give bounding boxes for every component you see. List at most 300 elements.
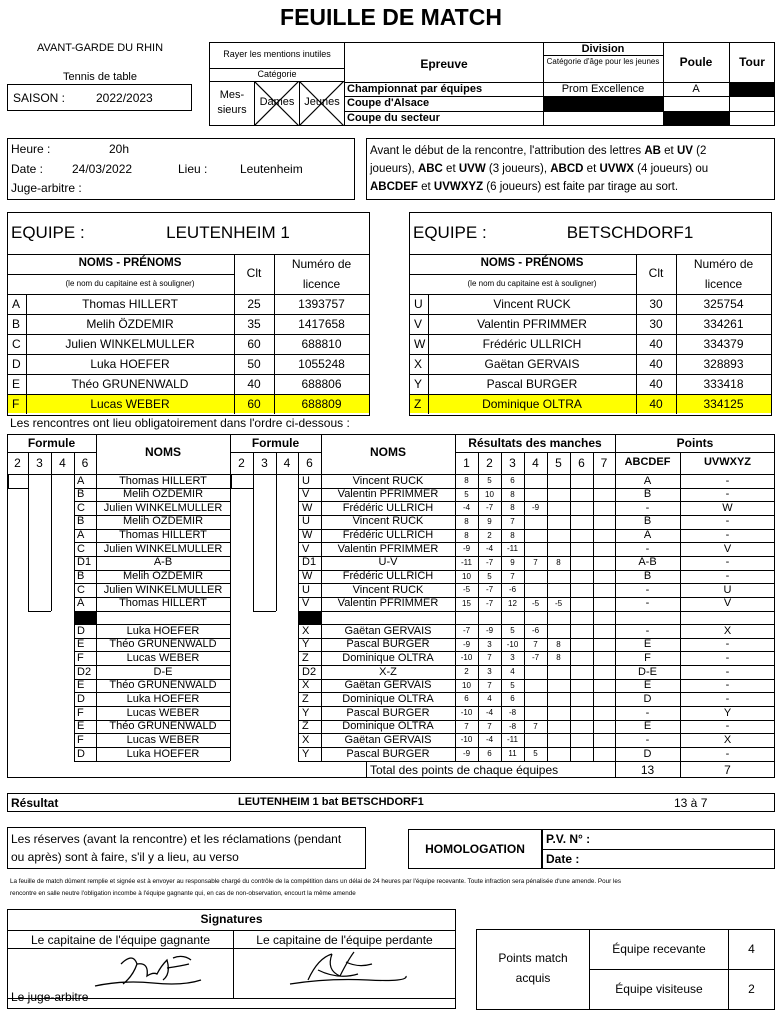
set-score: 7 [510,516,515,526]
divider [366,761,367,778]
juge-arbitre-label: Le juge-arbitre [11,990,89,1004]
noms-header-away: NOMS [370,445,406,459]
player-clt: 60 [247,397,261,411]
match-player-home: Thomas HILLERT [119,474,207,487]
signatures-header: Signatures [200,912,263,926]
points-away: - [725,515,730,528]
set-score: -9 [462,544,471,554]
abcdef-header: ABCDEF [624,456,671,468]
points-home: A [643,529,652,542]
divider [51,474,52,611]
homologation-label: HOMOLOGATION [425,842,525,856]
formule-col-away: 2 [238,456,245,470]
formule-header-home: Formule [27,436,76,450]
set-score: 8 [464,476,469,485]
divider [615,434,616,474]
points-home: - [645,501,650,514]
set-score: 5 [510,680,515,690]
divider [547,452,548,474]
divider [8,274,234,275]
set-score: 12 [508,598,517,608]
epreuve-header: Epreuve [420,57,468,71]
set-score: 3 [510,653,515,663]
equipe-recevante-label: Équipe recevante [612,942,706,956]
points-away: - [725,529,730,542]
divider [276,474,277,611]
epreuve-coupe-alsace: Coupe d'Alsace [347,97,430,109]
pts-visiteuse: 2 [748,982,755,996]
tirage-line [370,178,708,196]
match-player-home: Lucas WEBER [126,733,200,746]
set-score: 7 [487,680,492,690]
set-score: 5 [510,626,515,636]
tirage-letters: UVWX [599,163,634,175]
match-player-away: Valentin PFRIMMER [337,542,439,555]
player-clt: 50 [247,357,261,371]
player-licence: 1417658 [298,317,345,331]
capitaine-note: (le nom du capitaine est à souligner) [65,279,195,288]
match-letter-home: D2 [77,665,92,678]
player-row [8,394,369,414]
match-player-away: Vincent RUCK [352,583,424,596]
match-letter-away: W [302,570,313,583]
divider [547,474,548,761]
player-name: Dominique OLTRA [482,397,582,411]
divider [230,488,253,489]
player-licence: 1393757 [298,297,345,311]
match-letter-away: Y [302,638,310,651]
player-row [410,374,771,394]
tirage-letters: UVWXYZ [433,181,484,193]
points-away: - [725,638,730,651]
club-name: AVANT-GARDE DU RHIN [36,42,164,54]
tirage-text-part: Avant le début de la rencontre, l'attribution des lettres [370,145,645,157]
set-score: 6 [510,694,515,704]
divider [676,254,677,414]
manche-col: 2 [486,456,493,470]
tirage-letters: ABC [417,163,443,175]
match-letter-home: A [77,597,85,610]
set-score: -4 [485,708,494,718]
match-letter-home: C [77,583,85,596]
divider [410,254,771,255]
set-score: 7 [533,639,538,649]
total-away: 7 [724,762,731,777]
set-score: -4 [485,544,494,554]
set-score: -4 [485,735,494,745]
divider [593,474,594,761]
match-player-away: Vincent RUCK [352,515,424,528]
match-letter-away: W [302,501,313,514]
set-score: -4 [462,503,471,513]
set-score: 7 [533,557,538,567]
set-score: -7 [485,585,494,595]
divider [501,452,502,474]
match-letter-away: U [302,474,310,487]
match-letter-home: D [77,692,85,705]
match-player-away: Vincent RUCK [352,474,424,487]
tirage-letters: AB [644,145,661,157]
divider [593,452,594,474]
formule-col-away: 3 [261,456,268,470]
resultat-text: LEUTENHEIM 1 bat BETSCHDORF1 [238,796,424,808]
player-row [410,354,771,374]
points-away: - [725,474,730,487]
match-letter-home: A [77,474,85,487]
team-home-box [7,212,370,416]
equipe-label: EQUIPE : [413,223,487,242]
match-letter-away: X [302,733,310,746]
points-home: F [644,651,651,664]
points-away: - [725,665,730,678]
player-licence: 334379 [703,337,744,351]
points-away: - [725,720,730,733]
set-score: 4 [487,694,492,704]
formule-col-home: 4 [59,456,66,470]
resultats-header: Résultats des manches [468,436,602,450]
match-letter-home: D [77,624,85,637]
formule-col-away: 6 [306,456,313,470]
points-home: - [645,733,650,746]
player-licence: 328893 [703,357,744,371]
match-player-home: Melih ÖZDEMIR [122,515,204,528]
points-home: - [645,706,650,719]
divider [96,434,97,474]
points-away: - [725,692,730,705]
set-score: 7 [487,721,492,731]
set-score: -5 [554,598,563,608]
team-name: LEUTENHEIM 1 [166,223,290,242]
tirage-letters: UVW [458,163,486,175]
categorie-label: Catégorie [257,69,297,79]
points-home: A [643,474,652,487]
divider [410,274,636,275]
match-player-home: Thomas HILLERT [119,597,207,610]
small-print-2: rencontre en salle neutre l'obligation incombe à l'équipe gagnante qui, en cas de non-observation, encourt la même amende [10,890,356,897]
match-letter-home: A [77,529,85,542]
points-away: V [723,597,732,610]
match-player-home: Luka HOEFER [126,692,200,705]
player-clt: 25 [247,297,261,311]
player-row [410,394,771,414]
player-name: Valentin PFRIMMER [477,317,587,331]
tirage-letters: ABCD [550,163,584,175]
match-letter-away: X [302,679,310,692]
blank-cell-home [75,612,96,625]
tirage-text-part: et [660,145,677,157]
ordre-note: Les rencontres ont lieu obligatoirement dans l'ordre ci-dessous : [10,416,350,430]
total-home: 13 [640,762,655,777]
divider [7,488,28,489]
saison-value: 2022/2023 [96,91,153,105]
player-licence: 688809 [301,397,342,411]
formule-col-away: 4 [283,456,291,470]
match-letter-away: U [302,515,310,528]
formule-col-home: 6 [81,456,89,470]
match-player-away: Frédéric ULLRICH [342,570,434,583]
divider [478,452,479,474]
player-name: Vincent RUCK [493,297,571,311]
homologation-box [408,829,542,869]
epreuve-coupe-secteur: Coupe du secteur [347,112,440,124]
points-home: D [643,747,652,760]
match-player-home: Julien WINKELMULLER [103,583,223,596]
formule-col-home: 3 [36,456,43,470]
poule-header: Poule [679,55,713,69]
match-player-away: U-V [378,556,398,569]
heure-label: Heure : [11,142,51,156]
set-score: 6 [487,749,492,758]
info-box [7,138,355,200]
player-name: Melih ÖZDEMIR [86,317,174,331]
cap-gagnante-label: Le capitaine de l'équipe gagnante [30,933,211,947]
set-score: 6 [464,694,469,704]
match-player-home: Lucas WEBER [126,651,200,664]
resultat-box [7,793,775,812]
match-letter-away: Z [302,692,309,705]
match-player-home: Théo GRUNENWALD [109,638,217,651]
points-match-label-1: Points match [498,951,568,965]
divider [231,474,232,488]
match-player-away: Frédéric ULLRICH [342,529,434,542]
manche-col: 4 [532,456,539,470]
divider [8,474,9,488]
set-score: -6 [531,626,540,636]
divider [28,611,51,612]
set-score: 7 [533,721,538,731]
match-letter-home: C [77,542,85,555]
match-letter-home: E [77,638,85,651]
match-letter-home: D [77,747,85,760]
equipe-label: EQUIPE : [11,223,85,242]
match-player-home: Julien WINKELMULLER [103,542,223,555]
points-away: - [725,651,730,664]
divider [74,452,75,474]
player-clt: 30 [649,297,663,311]
clt-header: Clt [246,266,262,280]
noms-header-home: NOMS [145,445,181,459]
player-row [410,334,771,354]
divider [615,452,775,453]
player-letter: W [414,337,426,351]
sport-name: Tennis de table [63,71,137,83]
points-away: U [723,583,732,596]
match-letter-home: F [77,706,84,719]
player-licence: 1055248 [298,357,345,371]
cat-messieurs[interactable]: Mes- sieurs [217,89,247,116]
points-match-box [476,929,775,1010]
player-name: Théo GRUNENWALD [71,377,189,391]
divider [570,452,571,474]
division-header: Division [581,43,625,55]
player-licence: 688810 [301,337,342,351]
points-away: - [725,570,730,583]
divider [298,761,775,762]
match-letter-away: V [302,488,310,501]
tirage-line [370,160,708,178]
set-score: -8 [508,708,517,718]
divider [455,434,456,474]
player-clt: 40 [649,337,663,351]
set-score: 7 [464,721,469,731]
set-score: 5 [464,489,469,499]
match-letter-home: B [77,515,85,528]
set-score: -7 [485,503,494,513]
rayer-label: Rayer les mentions inutiles [223,49,331,59]
manche-col: 7 [600,456,608,470]
divider [51,452,52,474]
team-name: BETSCHDORF1 [566,223,694,242]
points-header: Points [676,436,714,450]
signatures-box [7,909,456,1009]
match-player-home: Théo GRUNENWALD [109,679,217,692]
reserves-line-1: Les réserves (avant la rencontre) et les réclamations (pendant [11,832,342,846]
player-letter: U [414,297,423,311]
set-score: 8 [510,503,515,513]
player-clt: 30 [649,317,663,331]
match-player-away: Dominique OLTRA [342,651,434,664]
tirage-text-part: (6 joueurs) est faite par tirage au sort. [483,181,679,193]
pts-recevante: 4 [748,942,755,956]
match-player-away: Pascal BURGER [346,638,430,651]
set-score: 11 [508,749,517,758]
cat-jeunes[interactable]: Jeunes [304,96,340,108]
points-away: X [723,624,732,637]
saison-box [7,84,192,111]
tirage-text-part: et [417,181,434,193]
match-letter-away: Z [302,651,309,664]
tirage-text-part: joueurs), [370,163,418,175]
reserves-line-2: ou après) sont à faire, s'il y a lieu, au verso [11,850,239,864]
lieu-value: Leutenheim [240,162,303,176]
points-home: - [645,597,650,610]
player-letter: E [12,377,21,391]
divider [680,452,681,474]
points-home: D-E [638,665,657,678]
set-score: 8 [556,557,561,567]
player-licence: 334261 [703,317,744,331]
player-name: Frédéric ULLRICH [482,337,582,351]
set-score: -7 [462,626,471,636]
points-home: B [643,488,652,501]
points-home: - [645,542,650,555]
set-score: 8 [556,653,561,663]
points-away: - [725,556,730,569]
divider [455,452,615,453]
match-letter-home: D1 [77,556,92,569]
heure-value: 20h [109,142,130,156]
set-score: 5 [533,749,538,758]
signature-perdant-icon [288,950,408,996]
tirage-box [366,138,775,200]
points-home: E [643,638,652,651]
uvwxyz-header: UVWXYZ [703,456,752,468]
player-clt: 60 [247,337,261,351]
match-player-away: X-Z [379,665,397,678]
tirage-text-part: (3 joueurs), [485,163,551,175]
poule-value: A [692,83,700,95]
match-letter-home: E [77,720,85,733]
set-score: -6 [508,585,517,595]
set-score: 8 [464,516,469,526]
divider [524,452,525,474]
match-letter-away: Z [302,720,309,733]
player-letter: Y [414,377,423,391]
set-score: 3 [487,639,492,649]
cat-age-header: Catégorie d'âge pour les jeunes [546,57,660,66]
player-name: Luka HOEFER [90,357,170,371]
date-value: 24/03/2022 [72,162,133,176]
divider [230,434,231,474]
match-letter-away: U [302,583,310,596]
player-clt: 40 [247,377,261,391]
set-score: 8 [510,530,515,540]
player-clt: 40 [649,377,663,391]
divider [234,254,235,414]
clt-header: Clt [648,266,664,280]
tirage-text [370,142,708,196]
licence-header-2: licence [704,277,743,291]
resultat-score: 13 à 7 [674,796,708,810]
set-score: 5 [487,476,492,485]
set-score: 2 [464,667,469,677]
player-row [8,294,369,314]
match-letter-away: W [302,529,313,542]
points-home: A-B [638,556,657,569]
set-score: 7 [487,653,492,663]
manche-col: 5 [555,456,562,470]
match-letter-home: C [77,501,85,514]
points-away: Y [723,706,732,719]
set-score: 7 [510,571,515,581]
divider [74,611,230,612]
match-player-away: Valentin PFRIMMER [337,488,439,501]
set-score: -9 [462,749,471,758]
set-score: -7 [531,653,540,663]
small-print-1: La feuille de match dûment remplie et signée est à envoyer au responsable chargé du contrôle de la compétition dans un délai de 24 heures par l'équipe recevante. Toute infraction sera pénalisée d'une amende. Pour les [10,878,622,885]
set-score: -9 [531,503,540,513]
player-letter: X [414,357,423,371]
set-score: 8 [510,489,515,499]
capitaine-note: (le nom du capitaine est à souligner) [467,279,597,288]
cap-perdante-label: Le capitaine de l'équipe perdante [256,933,433,947]
player-row [8,334,369,354]
set-score: 8 [464,530,469,540]
match-player-away: Pascal BURGER [346,706,430,719]
tirage-text-part: (4 joueurs) ou [633,163,709,175]
divider [28,474,29,611]
player-row [8,314,369,334]
tirage-line [370,142,708,160]
player-name: Julien WINKELMULLER [65,337,195,351]
match-letter-away: D2 [302,665,317,678]
pv-box [542,829,775,869]
points-home: B [643,570,652,583]
match-letter-away: Y [302,747,310,760]
match-player-away: Pascal BURGER [346,747,430,760]
set-score: -8 [508,721,517,731]
set-score: -11 [507,544,518,554]
player-letter: F [12,397,20,411]
match-letter-home: B [77,488,85,501]
team-away-box [409,212,772,416]
juge-label: Juge-arbitre : [11,181,82,195]
player-licence: 334125 [703,397,744,411]
set-score: 10 [462,680,471,690]
set-score: 9 [510,557,515,567]
cat-dames[interactable]: Dames [259,96,295,108]
player-name: Thomas HILLERT [82,297,178,311]
